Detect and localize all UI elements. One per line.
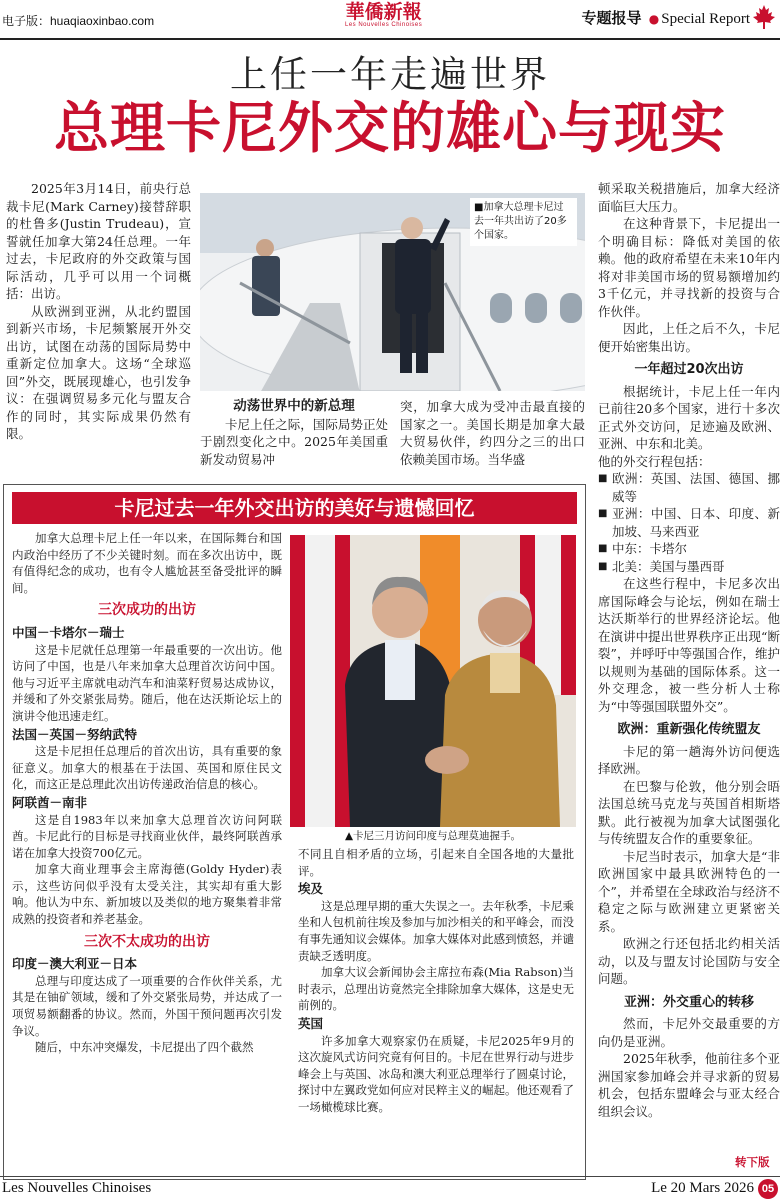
paragraph: 顿采取关税措施后，加拿大经济面临巨大压力。	[598, 181, 780, 214]
paragraph: 卡尼上任之际，国际局势正处于剧烈变化之中。2025年美国重新发动贸易冲	[200, 416, 388, 467]
photo-caption: ■加拿大总理卡尼过去一年共出访了20多个国家。	[470, 198, 577, 246]
article-column-3	[400, 398, 585, 468]
paragraph: 从欧洲到亚洲，从北约盟国到新兴市场，卡尼频繁展开外交出访，试图在动荡的国际局势中重新定位加拿大。这场“全球巡回”外交，既展现雄心，也引发争议：在强调贸易多元化与盟友合作的同时，其实际成果仍然有限。	[6, 303, 191, 441]
footer-date: Le 20 Mars 2026	[651, 1180, 754, 1196]
paragraph: 这是卡尼担任总理后的首次出访，具有重要的象征意义。加拿大的根基在于法国、英国和原住民文化，而这正是总理此次出访传递政治信息的核心。	[12, 744, 282, 792]
box-column-2	[298, 846, 574, 1116]
newspaper-logo	[345, 2, 422, 28]
paragraph: 卡尼的第一趟海外访问便选择欧洲。	[598, 743, 780, 776]
section-label	[582, 7, 750, 28]
section-label-en: Special Report	[661, 11, 750, 27]
subheading: 一年超过20次出访	[634, 362, 744, 377]
trip-heading: 埃及	[298, 881, 324, 897]
paragraph: 在巴黎与伦敦，他分别会晤法国总统马克龙与英国首相斯塔默。此行被视为加拿大试图强化与传统盟友合作的重要象征。	[598, 778, 780, 846]
subheading: 亚洲：外交重心的转移	[623, 994, 754, 1010]
section-label-cn: 专题报导	[581, 9, 642, 27]
paragraph: 不同且自相矛盾的立场，引起来自全国各地的大量批评。	[298, 847, 574, 878]
box-subheading: 三次不太成功的出访	[84, 933, 210, 950]
trip-heading: 法国－英国－努纳武特	[12, 726, 138, 742]
website-url[interactable]: 电子版：huaqiaoxinbao.com	[2, 14, 155, 28]
paragraph: 欧洲之行还包括北约相关活动，以及与盟友讨论国防与安全问题。	[598, 936, 780, 986]
trip-heading: 印度－澳大利亚－日本	[12, 956, 138, 972]
paragraph: 然而，卡尼外交最重要的方向仍是亚洲。	[598, 1016, 780, 1049]
photo-carney-modi	[290, 535, 576, 827]
paragraph: 2025年3月14日，前央行总裁卡尼(Mark Carney)接替辞职的杜鲁多(Justin Trudeau)，宣誓就任加拿大第24任总理。一年过去，卡尼政府的外交政策与国际活动，几乎可以用一个词概括：出访。	[6, 181, 191, 301]
subheading: 欧洲：重新强化传统盟友	[617, 722, 761, 737]
continued-label: 转下版	[735, 1155, 770, 1169]
list-item: ■ 亚洲：中国、日本、印度、新加坡、马来西亚	[598, 505, 780, 540]
page-footer	[0, 1176, 780, 1200]
page-number: 05	[758, 1179, 778, 1199]
headline-title: 总理卡尼外交的雄心与现实	[53, 96, 726, 160]
photo-caption: ▲卡尼三月访问印度与总理莫迪握手。	[344, 830, 522, 842]
paragraph: 加拿大商业理事会主席海德(Goldy Hyder)表示，这些访问似乎没有太受关注，其实却有重大影响。他认为中东、新加坡以及类似的地方聚集着非常成熟的投资者和养老基金。	[12, 862, 282, 927]
paragraph: 随后，中东冲突爆发，卡尼提出了四个截然	[35, 1040, 254, 1055]
itinerary-list	[598, 470, 780, 575]
maple-leaf-icon	[752, 4, 776, 30]
paragraph: 总理与印度达成了一项重要的合作伙伴关系，尤其是在铀矿领域，缓和了外交紧张局势，并达成了一项贸易额翻番的协议。然而，外国干预问题再次引发争议。	[12, 973, 282, 1038]
box-column-1	[12, 530, 282, 1056]
article-right-column	[598, 180, 780, 1120]
paragraph: 突，加拿大成为受冲击最直接的国家之一。美国长期是加拿大最大贸易伙伴，约四分之三的出口依赖美国市场。当华盛	[400, 399, 585, 467]
paragraph: 这是卡尼就任总理第一年最重要的一次出访。他访问了中国，也是八年来加拿大总理首次访问中国。他与习近平主席就电动汽车和油菜籽贸易达成协议，并缓和了外交紧张局势。随后，他在达沃斯论坛上的演讲令他迅速走红。	[12, 642, 282, 723]
list-item: ■ 欧洲：英国、法国、德国、挪威等	[598, 470, 780, 505]
paragraph: 根据统计，卡尼上任一年内已前往20多个国家，进行十多次正式外交访问，足迹遍及欧洲、亚洲、中东和北美。	[598, 383, 780, 451]
subheading: 动荡世界中的新总理	[233, 398, 355, 414]
footer-paper-name: Les Nouvelles Chinoises	[2, 1180, 152, 1196]
list-item: ■ 中东：卡塔尔	[598, 540, 780, 558]
paragraph: 加拿大总理卡尼上任一年以来，在国际舞台和国内政治中经历了不少关键时刻。而在多次出访中，既有值得纪念的成功，也有令人尴尬甚至备受批评的瞬间。	[12, 531, 282, 595]
headline-kicker: 上任一年走遍世界	[230, 53, 550, 96]
paragraph: 这是自1983年以来加拿大总理首次访问阿联酋。卡尼此行的目标是寻找商业伙伴，最终阿联酋承诺在加拿大投资700亿元。	[12, 812, 282, 860]
bullet-icon: ●	[648, 12, 660, 26]
box-subheading: 三次成功的出访	[98, 602, 196, 619]
logo-chinese: 華僑新報	[345, 1, 422, 23]
article-column-1	[6, 180, 191, 443]
paragraph: 在这种背景下，卡尼提出一个明确目标：降低对美国的依赖。他的政府希望在未来10年内将对非美国市场的贸易额增加约3千亿元，并寻找新的投资与合作伙伴。	[598, 216, 780, 319]
paragraph: 加拿大议会新闻协会主席拉布森(Mia Rabson)当时表示，总理出访竟然完全排除加拿大媒体，这是史无前例的。	[298, 965, 574, 1013]
list-item: ■ 北美：美国与墨西哥	[598, 558, 780, 576]
logo-french: Les Nouvelles Chinoises	[345, 22, 423, 28]
trip-heading: 中国－卡塔尔－瑞士	[12, 624, 125, 640]
article-column-2	[200, 398, 388, 468]
paragraph: 许多加拿大观察家仍在质疑，卡尼2025年9月的这次旋风式访问究竟有何目的。卡尼在世界行动与进步峰会上与英国、冰岛和澳大利亚总理举行了圆桌讨论，探讨中左翼政党如何应对民粹主义的崛起。他还观看了一场橄榄球比赛。	[298, 1033, 574, 1114]
paragraph: 他的外交行程包括：	[598, 453, 711, 469]
paragraph: 因此，上任之后不久，卡尼便开始密集出访。	[598, 321, 780, 354]
trip-heading: 英国	[298, 1015, 324, 1031]
trip-heading: 阿联酋－南非	[12, 794, 88, 810]
paragraph: 在这些行程中，卡尼多次出席国际峰会与论坛，例如在瑞士达沃斯举行的世界经济论坛。他在演讲中提出世界秩序正出现“断裂”，并呼吁中等强国合作，维护以规则为基础的国际体系。这一外交理念，被一些分析人士称为“中等强国联盟外交”。	[598, 576, 780, 714]
paragraph: 卡尼当时表示，加拿大是“非欧洲国家中最具欧洲特色的一个”，并希望在全球政治与经济不稳定之际与欧洲建立更紧密关系。	[598, 848, 780, 934]
box-banner: 卡尼过去一年外交出访的美好与遗憾回忆	[12, 492, 577, 524]
page-header	[0, 0, 780, 40]
paragraph: 2025年秋季，他前往多个亚洲国家参加峰会并寻求新的贸易机会，包括东盟峰会与亚太经合组织会议。	[598, 1051, 780, 1119]
paragraph: 这是总理早期的重大失误之一。去年秋季，卡尼乘坐和人包机前往埃及参加与加沙相关的和平峰会，而没有事先通知议会媒体。加拿大媒体对此感到愤怒，并谴责缺乏透明度。	[298, 898, 574, 963]
